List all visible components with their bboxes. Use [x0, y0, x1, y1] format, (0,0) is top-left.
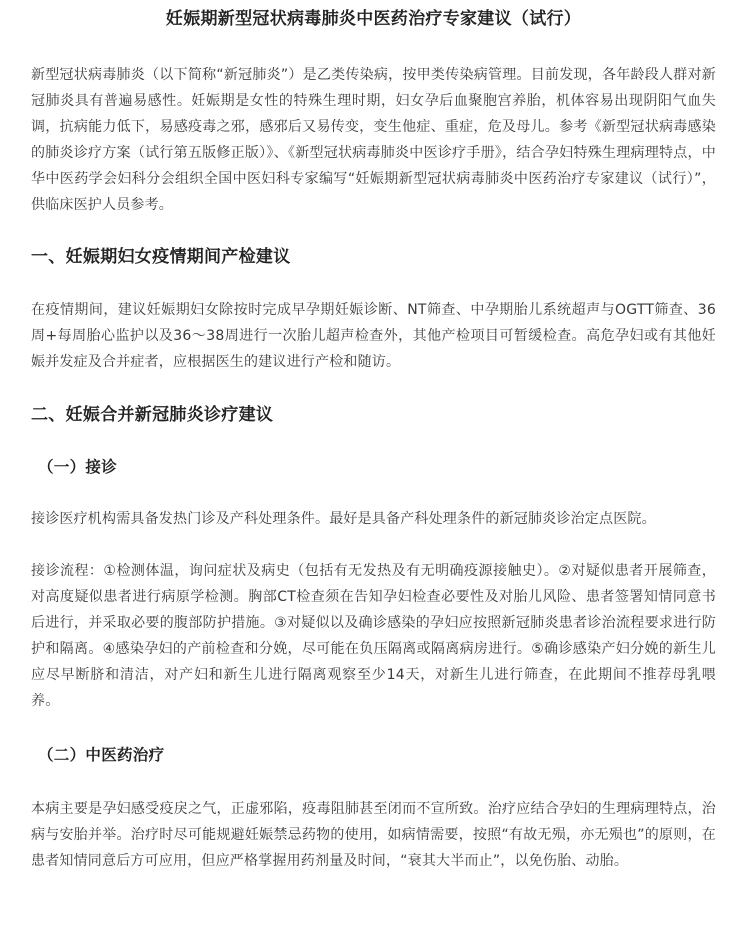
intro-paragraph: 新型冠状病毒肺炎（以下简称“新冠肺炎”）是乙类传染病，按甲类传染病管理。目前发现，各年龄段人群对新冠肺炎具有普遍易感性。妊娠期是女性的特殊生理时期，妇女孕后血聚胞宫养胎，机体容易出现阴阳气血失调，抗病能力低下，易感疫毒之邪，感邪后又易传变，变生他症、重症，危及母儿。参考《新型冠状病毒感染的肺炎诊疗方案（试行第五版修正版）》、《新型冠状病毒肺炎中医诊疗手册》，结合孕妇特殊生理病理特点，中华中医药学会妇科分会组织全国中医妇科专家编写“妊娠期新型冠状病毒肺炎中医药治疗专家建议（试行）”，供临床医护人员参考。	[31, 67, 716, 213]
tcm-treatment-paragraph: 本病主要是孕妇感受疫戾之气，正虚邪陷，疫毒阻肺甚至闭而不宣所致。治疗应结合孕妇的生理病理特点，治病与安胎并举。治疗时尽可能规避妊娠禁忌药物的使用，如病情需要，按照“有故无殒，亦无殒也”的原则，在患者知情同意后方可应用，但应严格掌握用药剂量及时间，“衰其大半而止”，以免伤胎、动胎。	[31, 801, 716, 869]
section-heading-prenatal-checkup: 一、妊娠期妇女疫情期间产检建议	[31, 247, 291, 267]
document-title: 妊娠期新型冠状病毒肺炎中医药治疗专家建议（试行）	[165, 9, 582, 29]
subsection-heading-tcm-treatment: （二）中医药治疗	[38, 746, 165, 764]
reception-requirements-paragraph: 接诊医疗机构需具备发热门诊及产科处理条件。最好是具备产科处理条件的新冠肺炎诊治定点医院。	[31, 511, 656, 527]
subsection-heading-reception: （一）接诊	[38, 458, 118, 476]
prenatal-checkup-paragraph: 在疫情期间，建议妊娠期妇女除按时完成早孕期妊娠诊断、NT筛查、中孕期胎儿系统超声与OGTT筛查、36周+每周胎心监护以及36～38周进行一次胎儿超声检查外，其他产检项目可暂缓检查。高危孕妇或有其他妊娠并发症及合并症者，应根据医生的建议进行产检和随访。	[31, 302, 716, 370]
section-heading-diagnosis-treatment: 二、妊娠合并新冠肺炎诊疗建议	[31, 405, 274, 425]
reception-process-paragraph: 接诊流程：①检测体温，询问症状及病史（包括有无发热及有无明确疫源接触史）。②对疑似患者开展筛查，对高度疑似患者进行病原学检测。胸部CT检查须在告知孕妇检查必要性及对胎儿风险、患者签署知情同意书后进行，并采取必要的腹部防护措施。③对疑似以及确诊感染的孕妇应按照新冠肺炎患者诊治流程要求进行防护和隔离。④感染孕妇的产前检查和分娩，尽可能在负压隔离或隔离病房进行。⑤确诊感染产妇分娩的新生儿应尽早断脐和清洁，对产妇和新生儿进行隔离观察至少14天，对新生儿进行筛查，在此期间不推荐母乳喂养。	[31, 563, 716, 709]
